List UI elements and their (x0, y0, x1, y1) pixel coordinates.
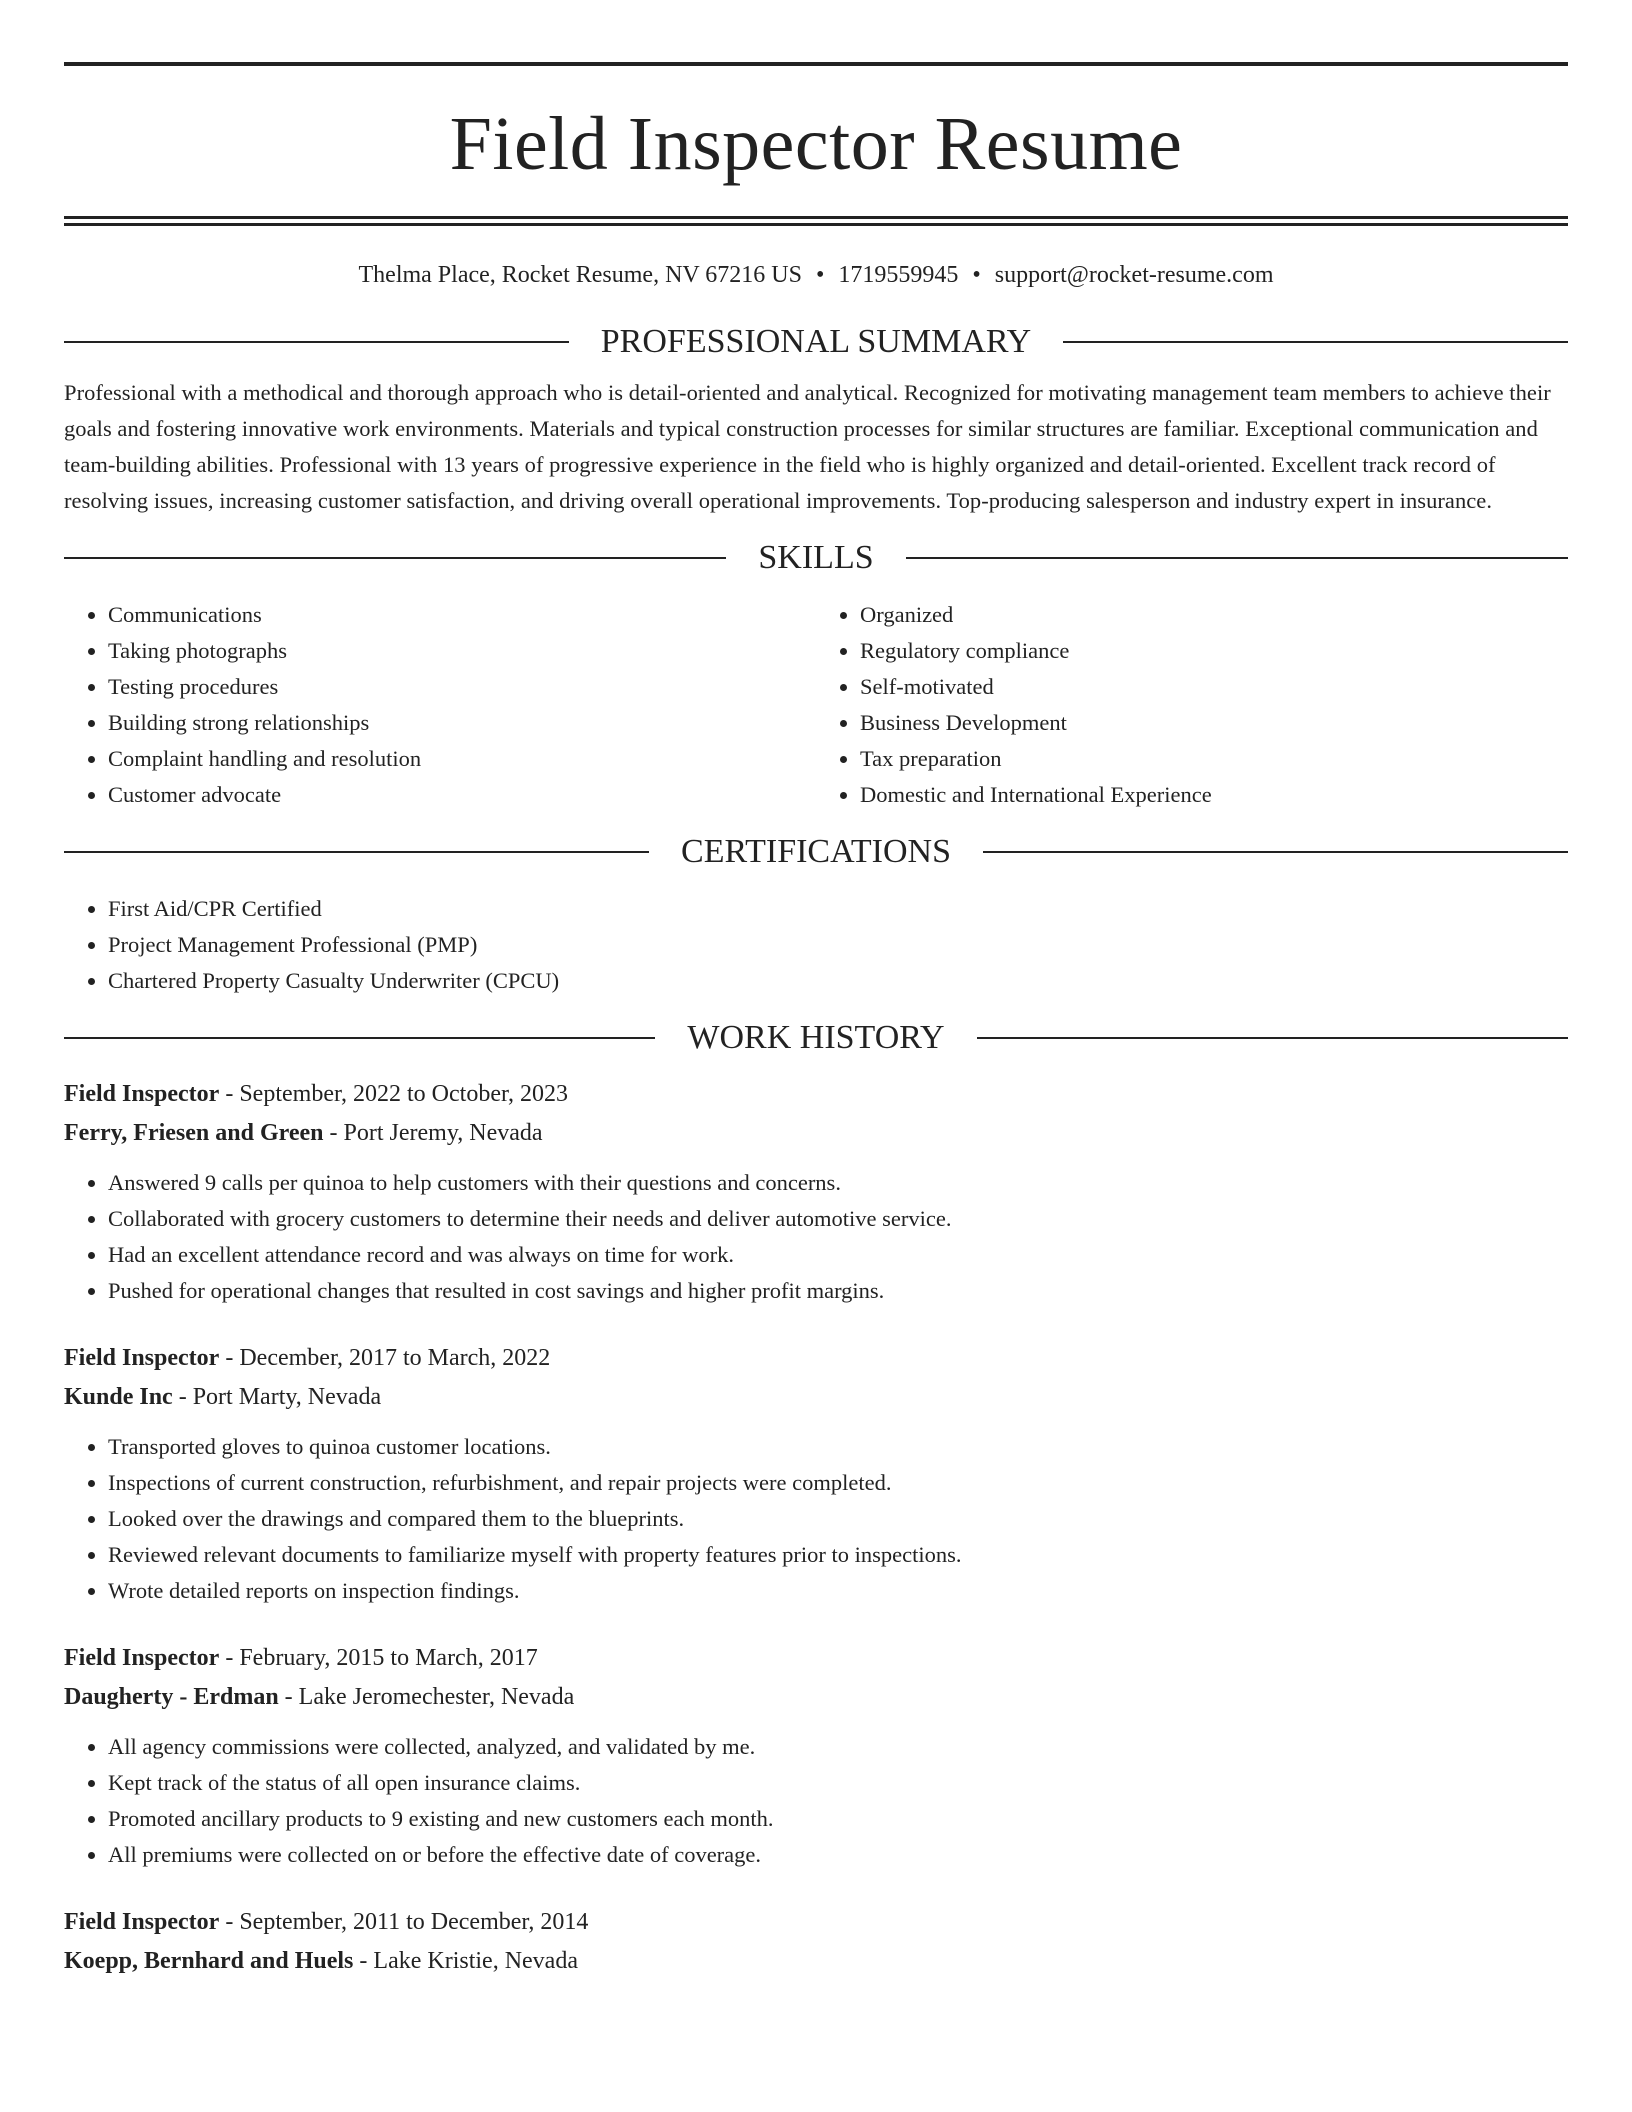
job-location: Lake Jeromechester, Nevada (298, 1684, 575, 1710)
section-title: WORK HISTORY (687, 1019, 945, 1056)
skill-item: • Self-motivated (860, 669, 1568, 705)
skill-item: • Tax preparation (860, 741, 1568, 777)
job-company: Ferry, Friesen and Green (64, 1120, 324, 1146)
job-location: Port Marty, Nevada (192, 1384, 382, 1410)
skill-item: • Testing procedures (108, 669, 816, 705)
skill-item: • Taking photographs (108, 633, 816, 669)
job-title-line (64, 1339, 1568, 1378)
job-bullet: • Promoted ancillary products to 9 existing and new customers each month. (108, 1801, 1568, 1837)
job-role: Field Inspector (64, 1645, 220, 1671)
page-title: Field Inspector Resume (449, 102, 1183, 186)
skill-item: • Domestic and International Experience (860, 777, 1568, 813)
job-entry (64, 1339, 1568, 1609)
heading-rule (1063, 341, 1568, 343)
skill-item: • Organized (860, 597, 1568, 633)
job-dash: - (323, 1120, 344, 1146)
job-dash: - (219, 1909, 240, 1935)
job-dates: December, 2017 to March, 2022 (239, 1345, 551, 1371)
job-role: Field Inspector (64, 1909, 220, 1935)
job-title-line (64, 1903, 1568, 1942)
job-bullet: • Kept track of the status of all open insurance claims. (108, 1765, 1568, 1801)
heading-rule (64, 341, 569, 343)
skills-heading (64, 541, 1568, 575)
certification-item: • Chartered Property Casualty Underwriter (CPCU) (108, 963, 1568, 999)
skill-item: • Complaint handling and resolution (108, 741, 816, 777)
job-entry (64, 1075, 1568, 1309)
heading-rule (977, 1037, 1568, 1039)
certification-item: • First Aid/CPR Certified (108, 891, 1568, 927)
heading-rule (64, 1037, 655, 1039)
job-bullet: • Wrote detailed reports on inspection findings. (108, 1573, 1568, 1609)
heading-rule (64, 557, 726, 559)
job-bullet: • All agency commissions were collected, analyzed, and validated by me. (108, 1729, 1568, 1765)
skill-item: • Communications (108, 597, 816, 633)
job-company: Kunde Inc (64, 1384, 173, 1410)
job-bullet: • Reviewed relevant documents to familiarize myself with property features prior to inspections. (108, 1537, 1568, 1573)
section-title: SKILLS (758, 539, 874, 576)
job-company-line (64, 1114, 1568, 1153)
heading-rule (64, 851, 649, 853)
job-dates: February, 2015 to March, 2017 (239, 1645, 538, 1671)
job-role: Field Inspector (64, 1081, 220, 1107)
title-double-rule (64, 216, 1568, 226)
job-entry (64, 1639, 1568, 1873)
summary-heading (64, 325, 1568, 359)
heading-rule (983, 851, 1568, 853)
job-location: Port Jeremy, Nevada (343, 1120, 543, 1146)
job-dash: - (353, 1948, 374, 1974)
job-role: Field Inspector (64, 1345, 220, 1371)
section-title: PROFESSIONAL SUMMARY (600, 323, 1032, 360)
certifications-list (64, 891, 1568, 999)
work-history-heading (64, 1021, 1568, 1055)
job-company-line (64, 1942, 1568, 1981)
job-dates: September, 2022 to October, 2023 (239, 1081, 569, 1107)
certifications-heading (64, 835, 1568, 869)
job-company-line (64, 1378, 1568, 1417)
contact-email: support@rocket-resume.com (994, 262, 1274, 288)
skills-column-right (816, 597, 1568, 813)
summary-text: Professional with a methodical and thorough approach who is detail-oriented and analytical. Recognized for motivating management team members to achieve their goals and fostering innovative work environments. Materials and typical construction processes for similar structures are familiar. Exceptional communication and team-building abilities. Professional with 13 years of progressive experience in the field who is highly organized and detail-oriented. Excellent track record of resolving issues, increasing customer satisfaction, and driving overall operational improvements. Top-producing salesperson and industry expert in insurance. (64, 380, 1551, 513)
job-bullet: • All premiums were collected on or before the effective date of coverage. (108, 1837, 1568, 1873)
section-title: CERTIFICATIONS (681, 833, 951, 870)
job-dash: - (219, 1645, 240, 1671)
skill-item: • Customer advocate (108, 777, 816, 813)
job-dash: - (219, 1081, 240, 1107)
job-title-line (64, 1075, 1568, 1114)
certification-item: • Project Management Professional (PMP) (108, 927, 1568, 963)
job-bullet: • Had an excellent attendance record and was always on time for work. (108, 1237, 1568, 1273)
heading-rule (906, 557, 1568, 559)
job-bullet: • Collaborated with grocery customers to determine their needs and deliver automotive service. (108, 1201, 1568, 1237)
job-entry (64, 1903, 1568, 1981)
job-company-line (64, 1678, 1568, 1717)
resume-page (64, 62, 1568, 1981)
job-dash: - (172, 1384, 193, 1410)
job-bullet: • Inspections of current construction, refurbishment, and repair projects were completed. (108, 1465, 1568, 1501)
skill-item: • Regulatory compliance (860, 633, 1568, 669)
contact-address: Thelma Place, Rocket Resume, NV 67216 US (358, 262, 802, 288)
job-title-line (64, 1639, 1568, 1678)
top-rule (64, 62, 1568, 66)
contact-separator: • (815, 262, 825, 288)
job-bullet: • Answered 9 calls per quinoa to help customers with their questions and concerns. (108, 1165, 1568, 1201)
job-bullet: • Looked over the drawings and compared them to the blueprints. (108, 1501, 1568, 1537)
job-bullet: • Transported gloves to quinoa customer locations. (108, 1429, 1568, 1465)
skills-column-left (64, 597, 816, 813)
contact-line (64, 263, 1568, 287)
skill-item: • Building strong relationships (108, 705, 816, 741)
contact-phone: 1719559945 (838, 262, 959, 288)
skill-item: • Business Development (860, 705, 1568, 741)
skills-list (64, 597, 1568, 813)
job-dates: September, 2011 to December, 2014 (239, 1909, 589, 1935)
job-bullet: • Pushed for operational changes that resulted in cost savings and higher profit margins. (108, 1273, 1568, 1309)
job-location: Lake Kristie, Nevada (373, 1948, 578, 1974)
job-dash: - (278, 1684, 299, 1710)
job-company: Daugherty - Erdman (64, 1684, 279, 1710)
contact-separator: • (972, 262, 981, 288)
job-dash: - (219, 1345, 240, 1371)
job-company: Koepp, Bernhard and Huels (64, 1948, 354, 1974)
